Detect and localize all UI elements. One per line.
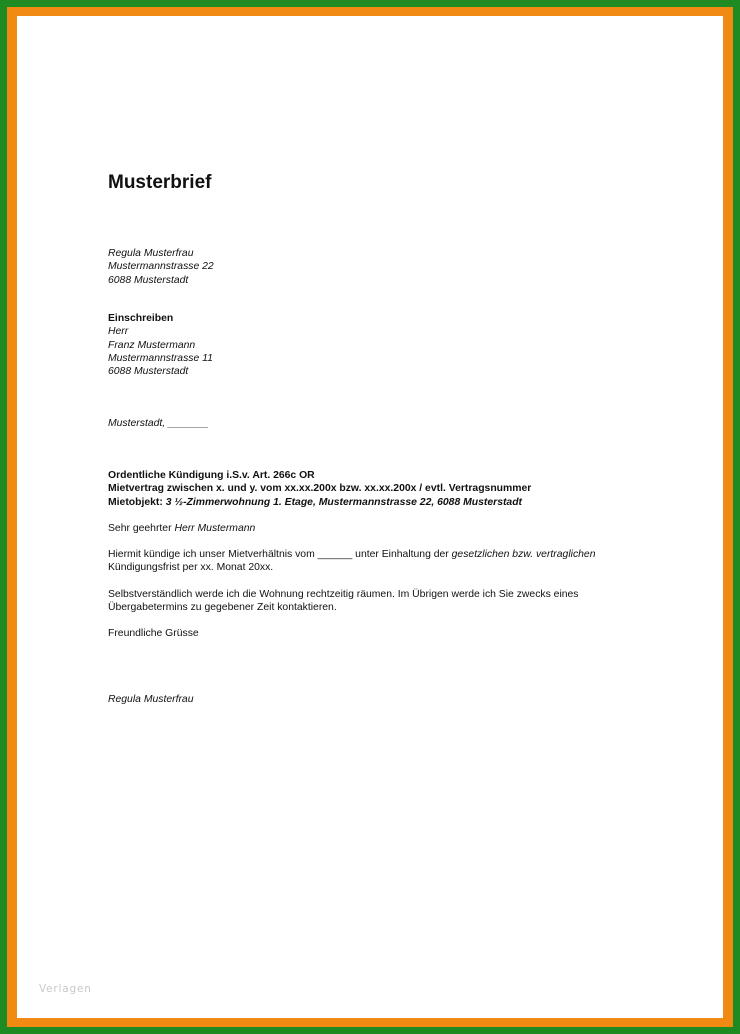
letter-page [17,16,723,1018]
paragraph-1 [108,548,595,575]
sender-name: Regula Musterfrau [108,248,194,259]
salutation-name: Herr Mustermann [174,523,256,534]
sender-address [108,247,214,287]
sender-city: 6088 Musterstadt [108,274,189,286]
delivery-method: Einschreiben [108,313,174,324]
paragraph-1-line-2: Kündigungsfrist per xx. Monat 20xx. [108,562,274,574]
subject-line-2: Mietvertrag zwischen x. und y. vom xx.xx.200x bzw. xx.xx.200x / evtl. Vertragsnummer [108,483,532,495]
recipient-city: 6088 Musterstadt [108,366,189,378]
paragraph-1-italic: gesetzlichen bzw. vertraglichen [451,549,596,560]
paragraph-2 [108,588,579,615]
subject-line-3 [108,496,531,509]
salutation-prefix: Sehr geehrter [108,523,175,534]
subject-block [108,469,531,509]
paragraph-1-line-1 [108,548,595,561]
recipient-address [108,312,213,378]
recipient-title: Herr [108,326,129,338]
closing: Freundliche Grüsse [108,628,199,639]
date-line: Musterstadt, _______ [108,418,209,429]
recipient-street: Mustermannstrasse 11 [108,352,213,364]
letter-title: Musterbrief [108,172,212,193]
signature: Regula Musterfrau [108,694,194,705]
paragraph-2-line-2: Übergabetermins zu gegebener Zeit kontaktieren. [108,602,337,614]
paragraph-2-line-1: Selbstverständlich werde ich die Wohnung rechtzeitig räumen. Im Übrigen werde ich Sie zwecks eines [108,589,579,600]
subject-object-value: 3 ½-Zimmerwohnung 1. Etage, Mustermannstrasse 22, 6088 Musterstadt [165,496,523,508]
watermark: Verlagen [39,983,92,995]
subject-line-1: Ordentliche Kündigung i.S.v. Art. 266c OR [108,470,315,481]
sender-street: Mustermannstrasse 22 [108,261,214,273]
paragraph-1-text: Hiermit kündige ich unser Mietverhältnis vom ______ unter Einhaltung der [108,549,452,560]
salutation [108,522,255,535]
recipient-name: Franz Mustermann [108,339,196,351]
subject-object-label: Mietobjekt: [108,496,166,508]
